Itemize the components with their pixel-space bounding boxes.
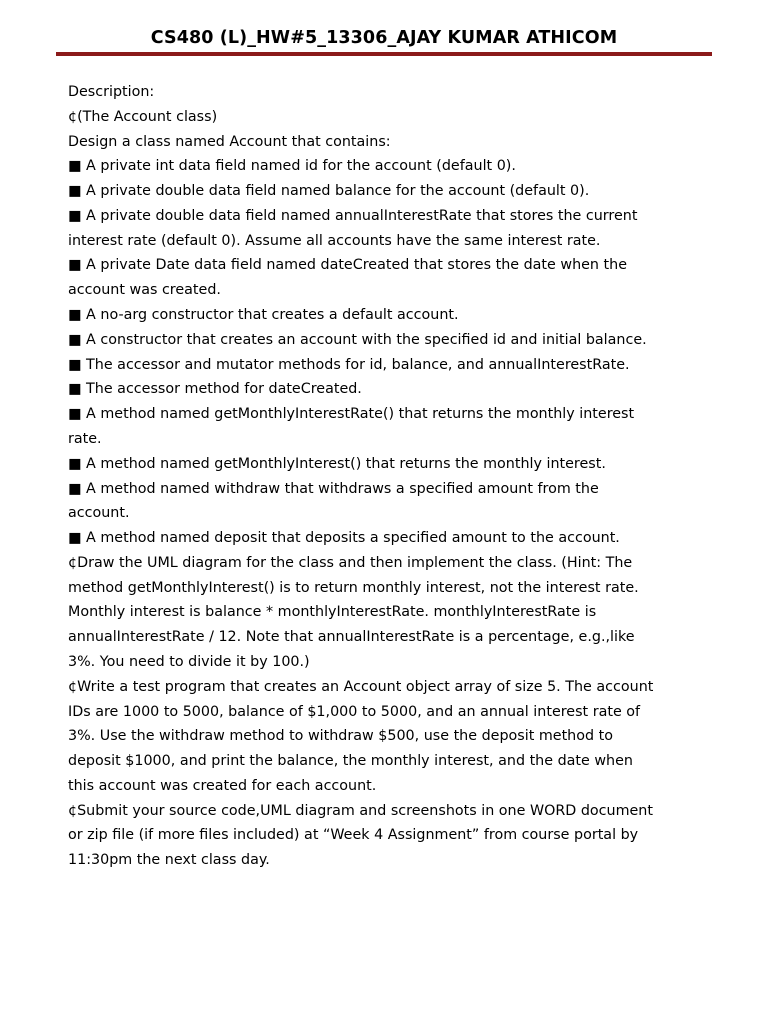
text-line: rate. <box>68 430 102 447</box>
bullet-item: ■ A private int data field named id for the account (default 0). <box>68 158 516 175</box>
text-line: 3%. You need to divide it by 100.) <box>68 653 310 670</box>
bullet-item: ■ A private double data field named annualInterestRate that stores the current <box>68 207 638 224</box>
bullet-item: ■ A constructor that creates an account with the specified id and initial balance. <box>68 331 647 348</box>
bullet-item: ■ The accessor method for dateCreated. <box>68 381 362 398</box>
text-line: Monthly interest is balance * monthlyInterestRate. monthlyInterestRate is <box>68 604 597 621</box>
text-line: or zip file (if more files included) at “Week 4 Assignment” from course portal by <box>68 827 639 844</box>
bullet-item: ■ A private double data field named balance for the account (default 0). <box>68 183 590 200</box>
bullet-item: ■ A private Date data field named dateCreated that stores the date when the <box>68 257 627 274</box>
section-test-program: ¢Write a test program that creates an Account object array of size 5. The account <box>68 678 654 695</box>
section-uml: ¢Draw the UML diagram for the class and then implement the class. (Hint: The <box>68 554 633 571</box>
text-line: Design a class named Account that contains: <box>68 133 391 150</box>
text-line: 11:30pm the next class day. <box>68 852 270 869</box>
page-title: CS480 (L)_HW#5_13306_AJAY KUMAR ATHICOM <box>150 28 618 48</box>
text-line: IDs are 1000 to 5000, balance of $1,000 to 5000, and an annual interest rate of <box>68 703 641 720</box>
header-divider <box>56 52 712 56</box>
text-line: annualInterestRate / 12. Note that annualInterestRate is a percentage, e.g.,like <box>68 629 635 646</box>
document-body <box>68 80 708 873</box>
section-submission: ¢Submit your source code,UML diagram and screenshots in one WORD document <box>68 802 653 819</box>
bullet-item: ■ A method named withdraw that withdraws a specified amount from the <box>68 480 599 497</box>
page-header <box>56 26 712 58</box>
bullet-item: ■ A method named deposit that deposits a specified amount to the account. <box>68 530 620 547</box>
bullet-item: ■ A no-arg constructor that creates a default account. <box>68 307 459 324</box>
bullet-item: ■ A method named getMonthlyInterest() that returns the monthly interest. <box>68 455 606 472</box>
section-account-class: ¢(The Account class) <box>68 108 218 125</box>
bullet-item: ■ The accessor and mutator methods for id, balance, and annualInterestRate. <box>68 356 630 373</box>
text-line: account was created. <box>68 282 221 299</box>
bullet-item: ■ A method named getMonthlyInterestRate() that returns the monthly interest <box>68 406 635 423</box>
text-line: method getMonthlyInterest() is to return monthly interest, not the interest rate. <box>68 579 639 596</box>
description-heading: Description: <box>68 84 155 100</box>
text-line: deposit $1000, and print the balance, the monthly interest, and the date when <box>68 753 633 770</box>
text-line: this account was created for each account. <box>68 777 377 794</box>
text-line: 3%. Use the withdraw method to withdraw $500, use the deposit method to <box>68 728 613 745</box>
text-line: account. <box>68 505 130 522</box>
text-line: interest rate (default 0). Assume all accounts have the same interest rate. <box>68 232 601 249</box>
